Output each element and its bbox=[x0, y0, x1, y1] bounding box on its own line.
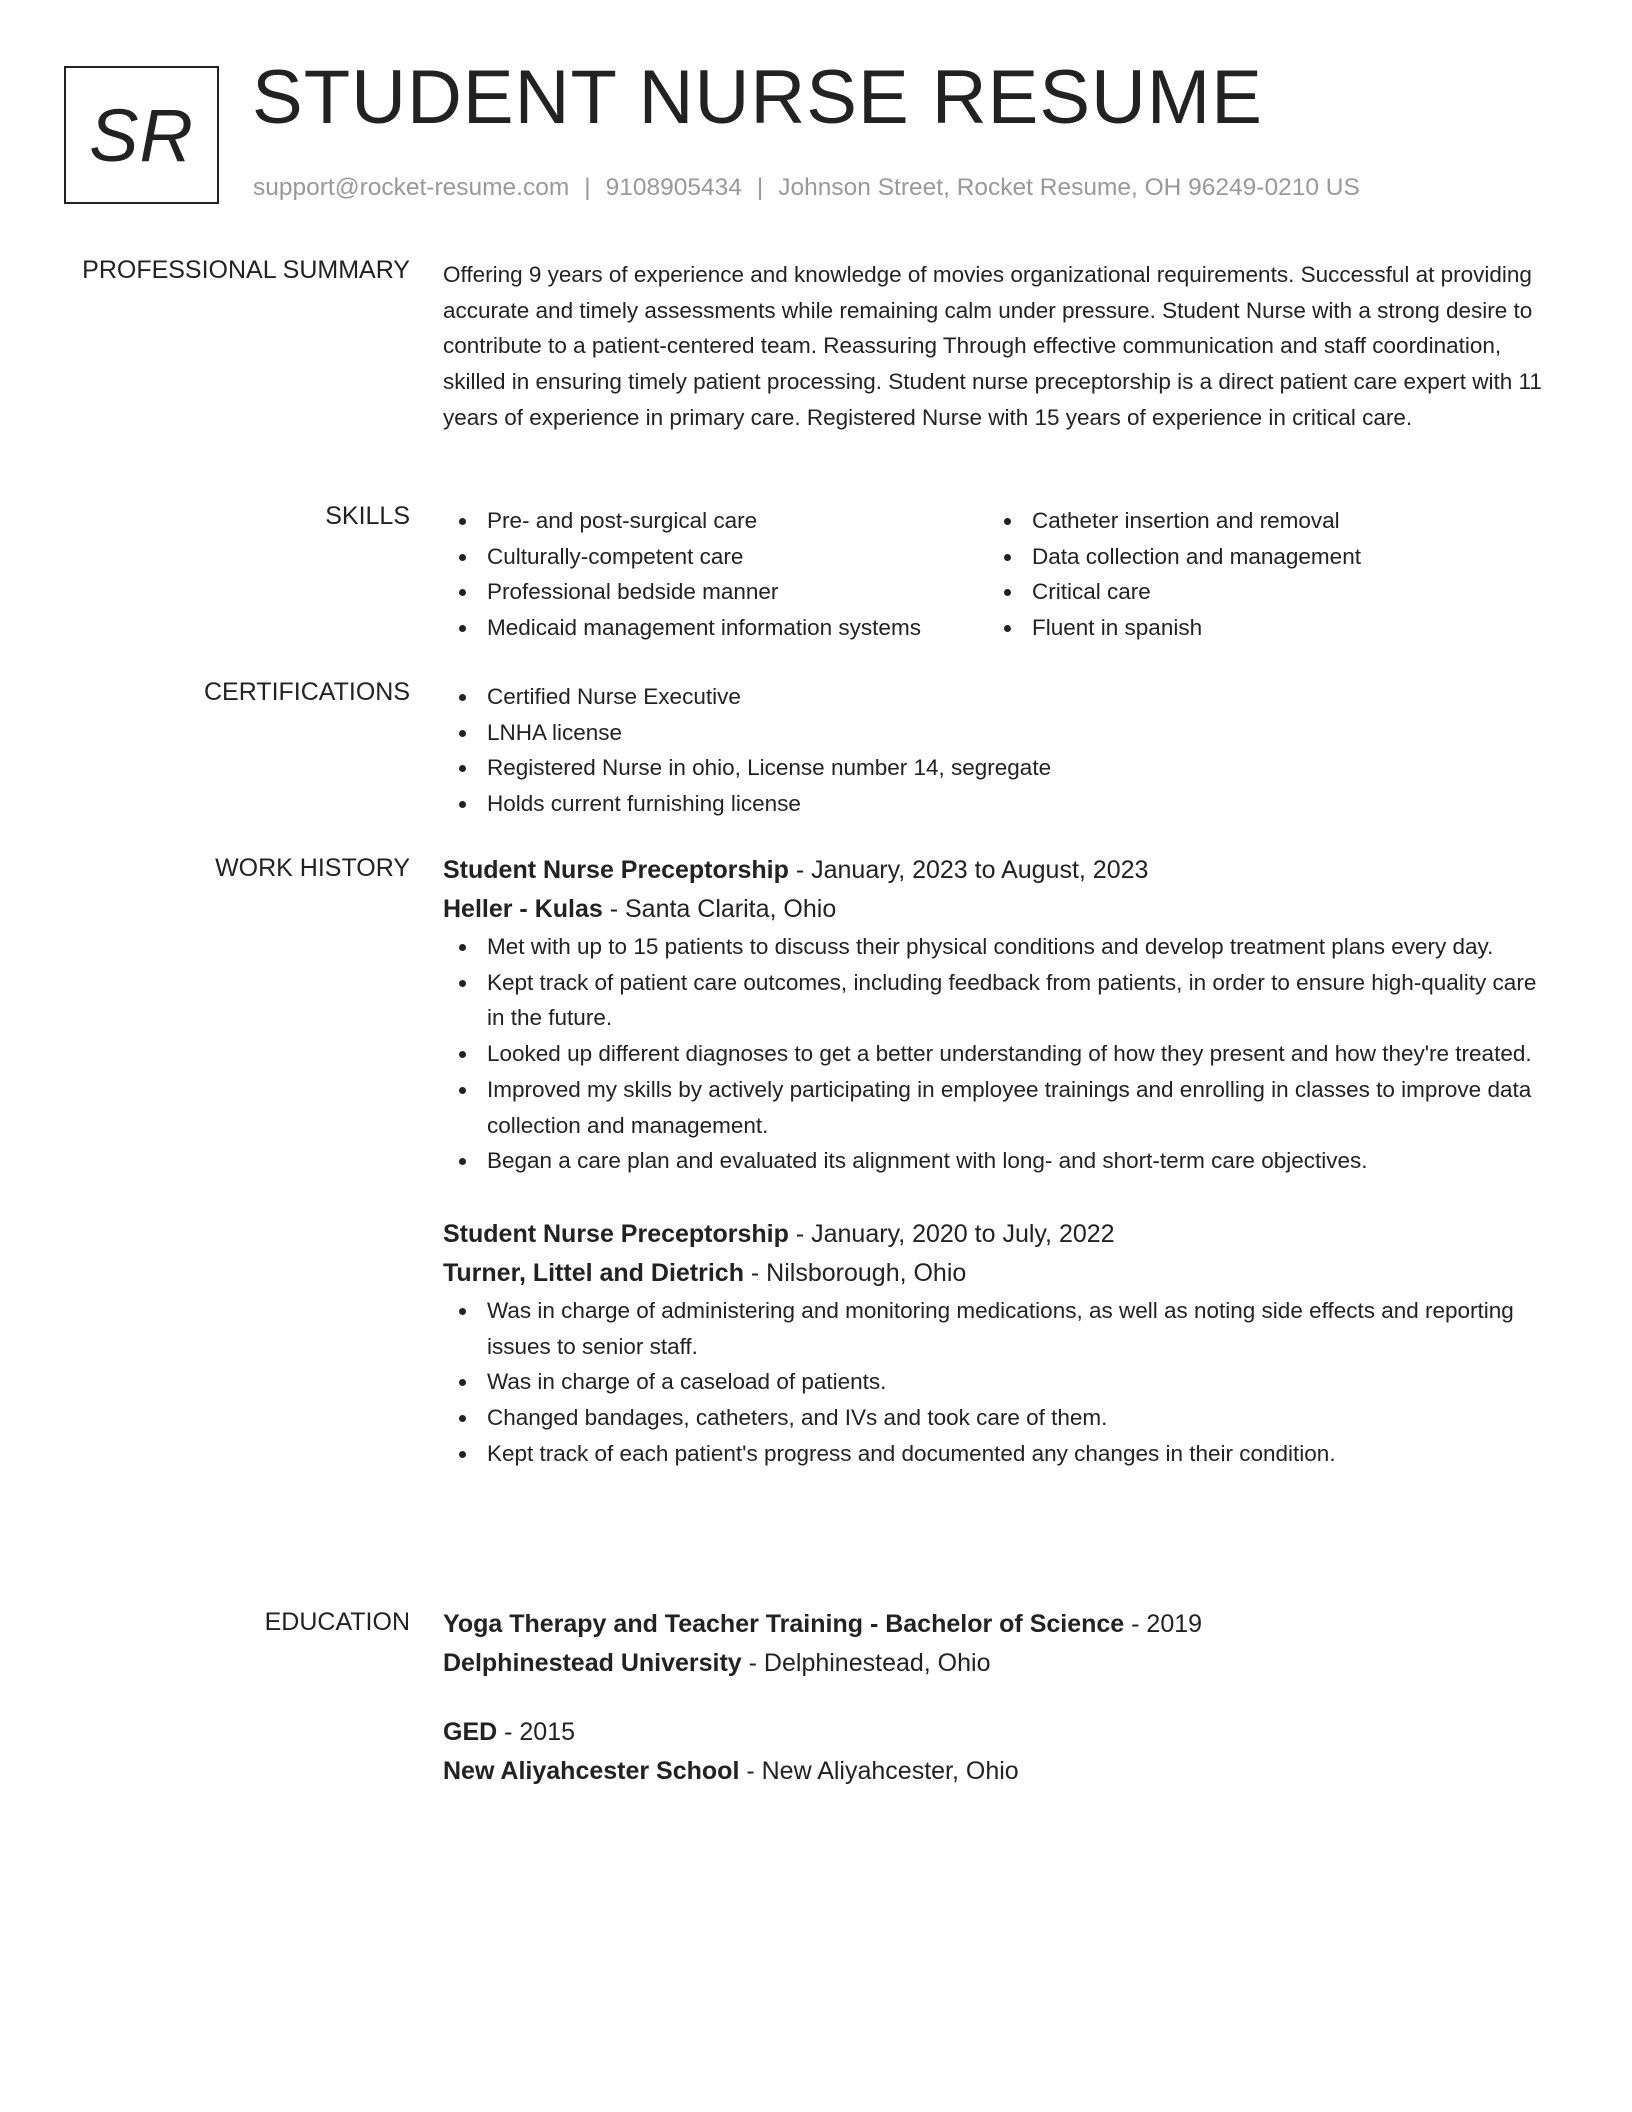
work-history-body bbox=[443, 851, 1543, 1471]
education-body bbox=[443, 1605, 1543, 1791]
job-company-line bbox=[443, 890, 1543, 929]
contact-email[interactable]: support@rocket-resume.com bbox=[253, 174, 570, 201]
skills-list-left bbox=[443, 503, 988, 646]
list-item: Improved my skills by actively participating in employee trainings and enrolling in classes to improve data collection and management. bbox=[443, 1072, 1543, 1143]
job-title: Student Nurse Preceptorship bbox=[443, 856, 789, 884]
job-bullets bbox=[443, 929, 1543, 1179]
list-item: Was in charge of a caseload of patients. bbox=[443, 1364, 1543, 1400]
contact-separator: | bbox=[584, 174, 591, 201]
list-item: Kept track of patient care outcomes, including feedback from patients, in order to ensure high-quality care in the future. bbox=[443, 965, 1543, 1036]
list-item: Pre- and post-surgical care bbox=[443, 503, 988, 539]
skills-body bbox=[443, 503, 1543, 646]
list-item: Kept track of each patient's progress and documented any changes in their condition. bbox=[443, 1436, 1543, 1472]
job-location: - Nilsborough, Ohio bbox=[743, 1258, 967, 1287]
list-item: Culturally-competent care bbox=[443, 539, 988, 575]
list-item: Critical care bbox=[988, 574, 1533, 610]
monogram-logo: SR bbox=[64, 66, 219, 204]
list-item: Changed bandages, catheters, and IVs and took care of them. bbox=[443, 1400, 1543, 1436]
job-entry bbox=[443, 1215, 1543, 1472]
list-item: LNHA license bbox=[443, 715, 1543, 751]
section-label: EDUCATION bbox=[264, 1608, 410, 1636]
list-item: Looked up different diagnoses to get a better understanding of how they present and how they're treated. bbox=[443, 1036, 1543, 1072]
list-item: Data collection and management bbox=[988, 539, 1533, 575]
job-dates: - January, 2023 to August, 2023 bbox=[788, 856, 1149, 884]
list-item: Was in charge of administering and monitoring medications, as well as noting side effects and reporting issues to senior staff. bbox=[443, 1293, 1543, 1364]
education-school-line bbox=[443, 1752, 1543, 1791]
resume-title: STUDENT NURSE RESUME bbox=[252, 55, 1263, 140]
section-label: PROFESSIONAL SUMMARY bbox=[82, 256, 410, 284]
education-year: - 2019 bbox=[1124, 1610, 1203, 1638]
contact-line bbox=[253, 174, 1360, 202]
list-item: Certified Nurse Executive bbox=[443, 679, 1543, 715]
list-item: Met with up to 15 patients to discuss their physical conditions and develop treatment plans every day. bbox=[443, 929, 1543, 965]
list-item: Catheter insertion and removal bbox=[988, 503, 1533, 539]
education-school: Delphinestead University bbox=[443, 1649, 742, 1677]
job-location: - Santa Clarita, Ohio bbox=[602, 895, 837, 923]
list-item: Fluent in spanish bbox=[988, 610, 1533, 646]
education-degree: Yoga Therapy and Teacher Training - Bachelor of Science bbox=[443, 1610, 1125, 1638]
job-company: Turner, Littel and Dietrich bbox=[443, 1258, 744, 1287]
contact-phone[interactable]: 9108905434 bbox=[605, 174, 742, 201]
job-header bbox=[443, 1215, 1543, 1254]
job-dates: - January, 2020 to July, 2022 bbox=[788, 1219, 1115, 1248]
certifications-list bbox=[443, 679, 1543, 822]
summary-body bbox=[443, 257, 1543, 436]
education-year: - 2015 bbox=[497, 1718, 576, 1746]
section-label: SKILLS bbox=[325, 502, 410, 530]
list-item: Began a care plan and evaluated its alignment with long- and short-term care objectives. bbox=[443, 1143, 1543, 1179]
skills-list-right bbox=[988, 503, 1533, 646]
job-bullets bbox=[443, 1293, 1543, 1472]
job-entry bbox=[443, 851, 1543, 1179]
job-title: Student Nurse Preceptorship bbox=[443, 1219, 789, 1248]
list-item: Professional bedside manner bbox=[443, 574, 988, 610]
education-degree-line bbox=[443, 1605, 1543, 1644]
education-entry bbox=[443, 1605, 1543, 1683]
section-label: CERTIFICATIONS bbox=[203, 678, 410, 706]
education-degree: GED bbox=[443, 1718, 498, 1746]
contact-address: Johnson Street, Rocket Resume, OH 96249-0210 US bbox=[778, 174, 1360, 201]
job-header bbox=[443, 851, 1543, 890]
contact-separator: | bbox=[756, 174, 764, 201]
education-entry bbox=[443, 1713, 1543, 1791]
list-item: Registered Nurse in ohio, License number 14, segregate bbox=[443, 750, 1543, 786]
list-item: Holds current furnishing license bbox=[443, 786, 1543, 822]
education-location: - Delphinestead, Ohio bbox=[741, 1649, 991, 1677]
education-school: New Aliyahcester School bbox=[443, 1757, 740, 1785]
certifications-body bbox=[443, 679, 1543, 822]
list-item: Medicaid management information systems bbox=[443, 610, 988, 646]
education-school-line bbox=[443, 1644, 1543, 1683]
section-label: WORK HISTORY bbox=[215, 854, 410, 882]
job-company: Heller - Kulas bbox=[443, 895, 603, 923]
job-company-line bbox=[443, 1254, 1543, 1293]
summary-text: Offering 9 years of experience and knowledge of movies organizational requirements. Successful at providing accurate and timely assessments while remaining calm under pressure. Student Nurse with a strong desire to contribute to a patient-centered team. Reassuring Through effective communication and staff coordination, skilled in ensuring timely patient processing. Student nurse preceptorship is a direct patient care expert with 11 years of experience in primary care. Registered Nurse with 15 years of experience in critical care. bbox=[443, 262, 1542, 430]
education-degree-line bbox=[443, 1713, 1543, 1752]
education-location: - New Aliyahcester, Ohio bbox=[739, 1757, 1019, 1785]
